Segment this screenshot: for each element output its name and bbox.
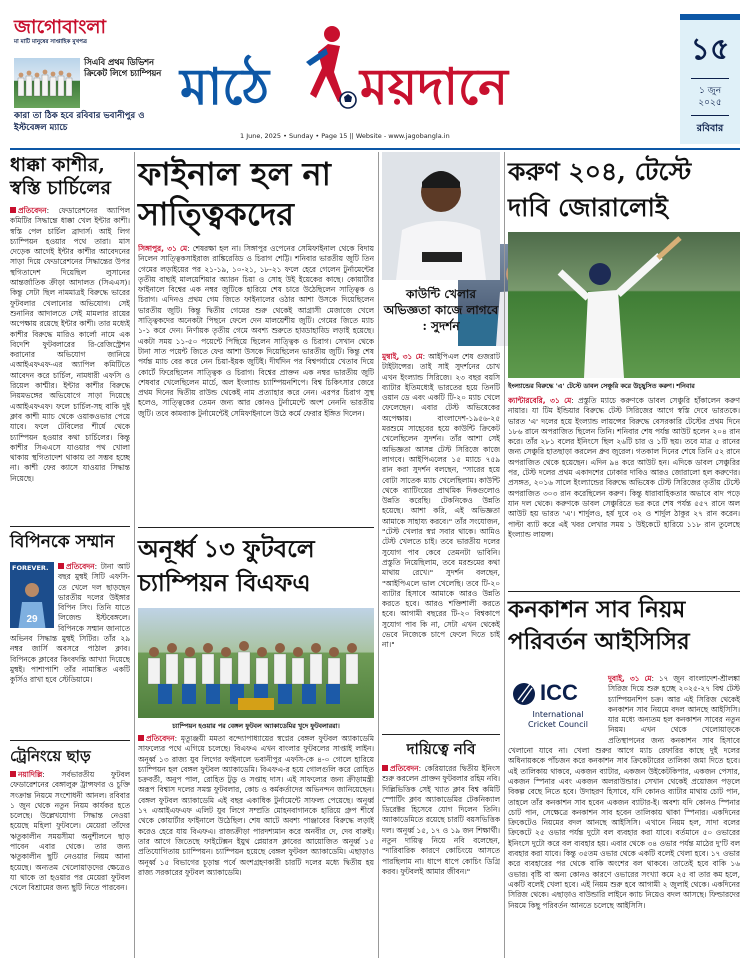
issue-day: রবিবার [696,123,724,134]
training-body: নয়াদিল্লি: সর্বভারতীয় ফুটবল ফেডারেশনের বেঙ্গালুরু ট্রান্সফার ও চুক্তি সংক্রান্ত নিয়মে সংশোধনী আনল। রবিবার ১ জুন থেকে নতুন নিয়ম কার্যকর হতে চলেছে। উল্লেখযোগ্য সিদ্ধান্ত নেওয়া হয়েছে মহিলা ফুটবলে। মেয়েরা তাঁদের ঋতুকালীন সময়সীমা অনুশীলনে ছাড় পাবেন এবার থেকে। তার জন্য ঋতুকালীন ছুটি নেওয়ার নিয়ম আনা হয়েছে। অন্যতম খেলোয়াড়দের ক্ষেত্রেও যা থাকে তা হওয়ার পর মেয়েরা ফুটবল খেলে বিশ্রামের জন্য ছুটি নিতে পারবেন। [10,770,130,893]
bfa-caption: চ্যাম্পিয়ন হওয়ার পর বেঙ্গল ফুটবল অ্যাকাডেমির খুদে ফুটবলাররা। [172,722,340,730]
promo-text: সিএবি প্রথম ডিভিশন ক্রিকেট লিগে চ্যাম্পিয়ন [84,57,162,78]
icc-headline: কনকাশন সাব নিয়ম পরিবর্তন আইসিসির [508,596,690,655]
page-number: ১৫ [690,32,730,67]
satwik-headline: ফাইনাল হল না সাত্ত্বিকদের [138,155,331,233]
masthead [0,0,750,150]
brand-tagline: মা মাটি মানুষের সাপ্তাহিক মুখপত্র [14,39,88,45]
satwik-body: সিঙ্গাপুর, ৩১ মে: শেষরক্ষা হল না। সিঙ্গাপুর ওপেনের সেমিফাইনাল থেকে বিদায় নিলেন সাত্ত্বিকসাইরাজ রাঙ্কিরেড্ডি ও চিরাগ শেট্টি। শনিবার ভারতীয় জুটি তিন গেমের লড়াইয়ের পর ২১-১৯, ১০-২১, ১৮-২১ ফলে হেরে গেলেন টুর্নামেন্টের তৃতীয় বাছাই মালয়েশিয়ার অ্যারন চিয়া ও সোহ উই ইয়েকের কাছে। কোয়ার্টার ফাইনালে বিশ্বের এক নম্বর জুটিকে হারিয়ে শেষ চারে উঠেছিলেন সাত্ত্বিক ও চিরাগ। এদিনও প্রথম গেম জিতে ফাইনালের ওঠার আশা উসকে দিয়েছিলেন ভারতীয় জুটি। কিন্তু দ্বিতীয় গেমের শুরু থেকেই আগ্রাসী মেজাজে খেলে সাত্ত্বিকদের অনেকটা পিছনে ফেলে দেন মালয়েশীয় জুটি। গেমের জিতে ম্যাচ ১-১ করে দেন। নির্ণায়ক তৃতীয় গেমে অবশ্য শুরুতে হাড্ডাহাড্ডি লড়াই হয়েছে। একটা সময় ১১-৫০ পয়েন্টে পিছিয়ে ছিলেন সাত্ত্বিক ও চিরাগ। সেখান থেকে টানা সাত পয়েন্ট জিতে ফের আশা উসকে দিয়েছিলেন ভারতীয় জুটি। কিন্তু শেষ পর্যন্ত ম্যাচ বের করে নেন চিয়া-ইয়ক জুটিই। দীর্ঘদিন পর বিশ্বপর্যায়ে খেতাব দিয়ে কোর্টে ফিরেছিলেন সাত্ত্বিক ও চিরাগ। বিশ্বের প্রাক্তন এক নম্বর ভারতীয় জুটি শেষবার খেলেছিলেন মার্চে, অল ইংল্যান্ড চ্যাম্পিয়নশিপে। বিশ্ব চিকিৎসার জেরে প্রথম দিনের দ্বিতীয় রাউন্ড থেকেই নাম প্রত্যাহার করে নেন। এরপর চিরাগ সুস্থ হলেও, সাত্ত্বিকের তেমন জন্য আর কোনও টুর্নামেন্টে অংশ নেননি ভারতীয় জুটি। তবে কামব্যাক টুর্নামেন্টেই সেমিফাইনালে উঠে কর্মে ফেরার ইঙ্গিত দিলেন। [138,244,374,418]
bipin-photo-text: FOREVER. [12,564,49,572]
kashi-headline: ধাক্কা কাশীর, স্বস্তি চার্চিলের [10,154,111,199]
training-story [10,744,130,956]
cricket-team-photo [14,58,80,108]
teaser-text: কারা তা ঠিক হবে রবিবার ভবানীপুর ও ইস্টবেঙ্গল ম্যাচে [14,111,145,133]
karun-story [508,152,740,588]
svg-text:29: 29 [26,614,38,625]
bfa-team-photo [138,608,374,718]
nabi-body: প্রতিবেদন: কেরিয়ারের দ্বিতীয় ইনিংস শুরু করলেন প্রাক্তন ফুটবলার রহিম নবি। দিল্লিভিত্তিক সেই খ্যাত ক্লাব বিশ্ব কমিটি স্পোর্টিং ক্লাব অ্যাকাডেমির টেকনিক্যাল ডিরেক্টর হিসেবে যোগ দিলেন তিনি। অ্যাকাডেমিতে রয়েছে চারটি বয়সভিত্তিক দল। অনূর্ধ্ব ১৫, ১৭ ও ১৯ জন শিক্ষার্থী। নতুন দায়িত্ব নিয়ে নবি বলেছেন, "দারিবারিক কারণে কোচিংয়ে আসতে পারছিলাম না। ধাপে ধাপে কোচিং ডিগ্রি করব। ফুটবলই আমার জীবন।" [382,764,500,876]
bipin-story [10,530,130,730]
training-headline: ট্রেনিংয়ে ছাড় [10,747,91,765]
bipin-body: প্রতিবেদন: টানা আট বছর মুম্বই সিটি এফসি-তে খেলে দল ছাড়ছেন ভারতীয় দলের উইঙ্গার বিপিন সিং। তিনি যাতে লিজেন্ড ইস্টবেঙ্গলে। বিপিনকে সম্মান জানাতে অভিনব সিদ্ধান্ত মুম্বই সিটির। তাঁর ২৯ নম্বর জার্সি অবসরে পাঠাল ক্লাব। বিপিনকে ক্লাবের কিংবদন্তি আখ্যা দিয়েছে মুম্বই। পাশাপাশি তাঁর নামাঙ্কিত একটি কুর্সিও রাখা হবে স্টেডিয়ামে। [10,562,130,685]
icc-logo-sub1: International [532,710,584,719]
icc-story [508,594,740,958]
karun-photo [508,232,740,378]
bfa-headline: অনূর্ধ্ব ১৩ ফুটবলে চ্যাম্পিয়ন বিএফএ [138,534,315,597]
icc-logo-sub2: Cricket Council [528,720,588,729]
football-team-figures [138,608,374,718]
sudarshan-body: মুম্বাই, ৩১ মে: আইপিএল শেষ গুজরাট টাইটান্সের। তাই সাই সুদর্শনের চোখ এখন ইংল্যান্ড সিরিজে। ২৩ বছর বয়সি ব্যাটার ইতিমধ্যেই ভারতের হয়ে তিনটি ওয়ান ডে এবং একটি টি-২০ ম্যাচ খেলে ফেলেছেন। এবার টেস্ট অভিষেকের অপেক্ষায়। বাংলাদেশ-১৯৫৬-২৫ মরশুমে সাহেবের হয়ে কাউন্টি ক্রিকেট খেলেছিলেন সুদর্শন। তাঁর আশা সেই অভিজ্ঞতা আসন্ন টেস্ট সিরিজে কাজে লাগবে। আইপিএলের ১৫ ম্যাচে ৭৫৯ রান করা সুদর্শন বলছেন, "সারের হয়ে বোটা সাতেক ম্যাচ খেলেছিলাম। কাউন্টি থেকে ব্যাটিংয়ের প্রাথমিক দিকগুলোও উন্নতি করেছি। টেকনিকেও উন্নতি হয়েছে। আশা করি, এই অভিজ্ঞতা আমাকে সাহায্য করবে।" তাঁর সংযোজন, "টেস্ট খেলার স্বপ্ন সবার থাকে। আমিও টেস্ট খেলতে চাই। তবে ভারতীয় দলের সুযোগ পাব কেবে তেমনটা ভাবিনি। প্রস্তুতি নিয়েছিলাম, তবে মরশুমের কথা মাথায় রেখে।" সুদর্শন বলছেন, "আইপিএলে ভাল খেলেছি। তবে টি-২০ ব্যাটার হিসাবে আমাকে আরও উন্নতি করতে হবে। আরও শক্তিশালী করতে হবে। আগামী বছরের টি-২০ বিশ্বকাপে সুযোগ পাব কি না, সেটা এখন থেকেই ভেবে নিজেকে চাপে ফেলে দিতে চাই না।" [382,352,500,650]
icc-logo-text: ICC [540,680,578,705]
kashi-body: প্রতিবেদন: ফেডারেশনের অ্যাপিল কমিটির সিদ্ধান্তে ধাক্কা খেল ইন্টার কাশী। স্বস্তি পেল চার্চিল ব্রাদার্স। আই লিগ চ্যাম্পিয়ন হওয়ার পথে তারা। মাস দেড়েক আগেই ইন্টার কাশীর আবেদনের সাড়া দিয়ে ফেডারেশনের সিদ্ধান্তের উপর স্থগিতাদেশ দিয়েছিল লুসানের আন্তর্জাতিক ক্রীড়া আদালত (সিএএস)। কিন্তু সেটা ছিল নামমাত্রই বিরুদ্ধে ভারের ফুটবলার খেলানোর অভিযোগ। সেই শুনানির আদালতে সেই মামলার রায়ের অপেক্ষায় রয়েছে ইন্টার কাশী। তার মধ্যেই কাশীর বিরুদ্ধে মারিও কার্লো নামে এক বিদেশি ফুটবলারের রি-রেজিস্ট্রেশন করানোর অভিযোগ জানিয়ে এআইএফএফ-এর অ্যাপিল কমিটিতে আবেদন করে চার্চিল, নামধারী এফসি ও রিয়েল কাশ্মীর। ইন্টার কাশীর বিরুদ্ধে নিয়মভঙ্গের অভিযোগে সাড়া দিয়েছে এআইএফএফ। ফলে চার্চিল-সহ বাকি দুই ক্লাব কাশী ম্যাচ থেকে ওয়াকওভার পেয়ে যাবে। ফলে টেবিলের শীর্ষে থেকে চ্যাম্পিয়ন হওয়ার কথা চার্চিলের। কিন্তু কাশীর সিএএসে যাওয়ার পথ খোলা থাকায় স্থগিতাদেশ থাকায় তা সম্ভব হচ্ছে না। কাশী ফের ক্যাসে যাওয়ার সিদ্ধান্ত নিয়েছে। [10,206,130,483]
karun-body: ক্যান্টারবেরি, ৩১ মে: প্রস্তুতি ম্যাচে করুণকে ডাবল সেঞ্চুরি হাঁকালেন করুণ নায়ার। যা টিম ইন্ডিয়ার বিরুদ্ধে টেস্ট সিরিজের আগে স্বস্তি দেবে ভারতকে। ভারত 'এ' দলের হয়ে ইংল্যান্ড লায়ন্সের বিরুদ্ধে বেসরকারি টেস্টের প্রথম দিনে ১৮৬ রানে অপরাজিত ছিলেন তিনি। শনিবার শেষ পর্যন্ত আউট হলেন ২০৪ রান করে। তাঁর ২৮১ বলের ইনিংসে ছিল ২৬টি চার ও ১টি ছয়। তবে মাত্র ৫ রানের জন্য সেঞ্চুরি হাতছাড়া করলেন ধ্রুব জুরেল। গতকাল দিনের শেষে তিনি ৫২ রানে অপরাজিত থেকে হয়েছেন। এদিন ৯৪ করে আউট হন। এদিকে ডাবল সেঞ্চুরির পর, টেস্ট দলের প্রথম একাদশের ঢোকার দাবিও আরও জোরালো হল করুণের। প্রসঙ্গত, ২০১৬ সালে ইংল্যান্ডের বিরুদ্ধে অভিষেক টেস্ট সিরিজের তৃতীয় টেস্টে অপরাজিত ৩০৩ রান করেছিলেন করুণ। কিন্তু ধারাবাহিকতার অভাবে বাদ পড়ে যান দল থেকে। করুণকে ডাবল সেঞ্চুরিতে ভর করে শেষ পর্যন্ত ৫৫৭ রানে অল আউট হয় ভারত 'এ'। শার্দুলও, হর্ষ দুবে ৩২ ও শার্দুল ঠাকুর ২৭ রান করেন। পাল্টা ব্যাট করে এই খবর লেখার সময় ১ উইকেটে হারিয়ে ১১৮ রান তুলেছে ইংল্যান্ড লায়ন্স। [508,396,740,539]
issue-date: ১ জুন ২০২৫ [698,86,722,108]
bfa-story [138,532,374,958]
page-title-right: ময়দানে [360,58,508,116]
footballer-logo-icon [296,22,360,114]
page-number-box [680,14,740,144]
kashi-story [10,152,130,524]
dateline: 1 June, 2025 • Sunday • Page 15 || Website - www.jagobangla.in [240,132,450,140]
team-figures [14,58,80,108]
bipin-headline: বিপিনকে সম্মান [10,532,115,552]
sudarshan-headline: কাউন্টি খেলার অভিজ্ঞতা কাজে লাগবে : সুদর্শন [383,287,499,333]
icc-body: দুবাই, ৩১ মে: ১৭ জুন বাংলাদেশ-শ্রীলঙ্কা সিরিজ দিয়ে শুরু হচ্ছে ২০২৫-২৭ বিশ্ব টেস্ট চ্যাম্পিয়নশিপ চক্র। আর এই সিরিজ থেকেই কনকাশন সাব নিয়মে বদল আনছে আইসিসি। যার মধ্যে অন্যতম হল কনকাশন সাবের নতুন নিয়ম। এখন থেকে খেলোয়াড়কে প্রতিস্থাপনের জন্য কনকাশন সাব হিসাবে খেলানো যাবে না। খেলা শুরুর আগে ম্যাচ রেফারির কাছে দুই দলের অধিনায়ককে পাঁচজন করে কনকাশন সাব ক্রিকেটারের তালিকা জমা দিতে হবে। এই তালিকায় থাকবে, একজন ব্যাটার, একজন উইকেটকিপার, একজন পেসার, একজন স্পিনার এবং একজন অলরাউন্ডার। সেখান থেকেই প্রয়োজন পড়লে বিকল্প বেছে নিতে হবে। উদাহরণ হিসাবে, যদি কোনও ব্যাটার মাথায় চোট পান, তাহলে তাঁর কনকাশন সাব হবেন একজন ব্যাটার-ই। অবশ্য যদি কোনও স্পিনার চোট পান, সেক্ষেত্রে কনকাশন সাব হবেন তালিকায় থাকা স্পিনার। একদিনের ক্রিকেটেও নিয়মের বদল আনছে আইসিসি। এখানে নিয়ম হল, সাদা বলের ক্রিকেটে ২৫ ওভার পর্যন্ত দুটো বল ব্যবহার করা যাবে। বর্তমানে ৫০ ওভারের ইনিংসে দুটো করে বল ব্যবহার হয়। এবার থেকে ৩৪ ওভার পর্যন্ত মাঠের দু'টি বল ব্যবহার করা যাবে। কিন্তু ৩৫তম ওভার থেকে একটি বলেই খেলা হবে। ১৭ ওভার করে ব্যবহারের পর থেকে বাকি অংশের বল থাকবে। তাতেই হবে বাকি ১৬ ওভার। বৃষ্টি বা অন্য কোনও কারণে ওভারের সংখ্যা কমে ২৫ বা তার কম হলে, একটি বলেই খেলা হবে। এই নিয়ম শুরু হবে আগামী ২ জুলাই থেকে। একদিনের সিরিজ থেকে। এছাড়াও বাউন্ডারি লাইনে ক্যাচ নিয়েও বদল আসছে। ফিল্ডারদের নিয়মে কিছু পরিবর্তন আনতে চলেছে আইসিসি। [508,674,740,910]
batsman-figure [508,232,740,378]
karun-headline: করুণ ২০৪, টেস্টে দাবি জোরালোই [508,157,692,222]
page-title-left: মাঠে [180,58,270,116]
nabi-headline: দায়িত্বে নবি [406,740,476,758]
karun-caption: ইংল্যান্ডের বিরুদ্ধে 'এ' টেস্টে ডাবল সেঞ্চুরি করে উচ্ছ্বসিত করুণ। শনিবার [508,382,695,390]
nabi-story [382,738,500,958]
sudarshan-story [382,152,500,730]
brand-name: জাগোবাংলা [14,16,107,38]
cricketer-portrait [382,152,500,280]
brand-logo [14,16,159,47]
sudarshan-photo [382,152,500,280]
bfa-body: প্রতিবেদন: মৃত্যুঞ্জয়ী মমতা বন্দ্যোপাধ্যায়ের স্বপ্নের বেঙ্গল ফুটবল অ্যাকাডেমি সাফল্যের পথে এগিয়ে চলেছে। বিএফএ এখন বাংলার ফুটবলের সাপ্তাই লাইন। অনূর্ধ্ব ১৩ রাজ্য যুব লিগের ফাইনালে ভবানীপুর এফসি-কে ৪-০ গোলে হারিয়ে চ্যাম্পিয়ন হল বেঙ্গল ফুটবল অ্যাকাডেমি। বিএফএ-র হয়ে গোলগুলি করে রোহিত চক্রবর্তী, অনুপ পাল, রোহিত টুডু ও সপ্তাহ দাস। এই সাফল্যের জন্য ক্রীড়ামন্ত্রী অরূপ বিশ্বাস দলের সমস্ত ফুটবলার, কোচ ও কর্মকর্তাদের অভিনন্দন জানিয়েছেন। বেঙ্গল ফুটবল অ্যাকাডেমি এই বছর একাধিক টুর্নামেন্টে সাফল্য পেয়েছে। অনূর্ধ্ব ১৭ এআইএফএফ এলিট যুব লিগে সম্প্রতি মোহনবাগানকে হারিয়ে গ্রুপ শীর্ষে থেকে কোয়ার্টার ফাইনালে উঠেছিল। শেষ আটে অবশ্য পাঞ্জাবের বিরুদ্ধে লড়াই করেও হেরে যায় বিএফএ। রাজ্যক্রীড়া পারদশ্যমান করে অনবীর দে, দেব বারুই। তার আগে জিতেছে ফাইটেক্সন ইয়ুথ প্লেয়ারস ক্লাবের আয়োজিত অনূর্ধ্ব ১৫ প্রতিযোগিতায় চ্যাম্পিয়ন। চ্যাম্পিয়ন হয়েছে বেঙ্গল ফুটবল অ্যাকাডেমি। এছাড়াও অনূর্ধ্ব ১৫ বিভাগের চূড়ান্ত পর্বে অংশগ্রহণকারী চারটি দলের মধ্যে দ্বিতীয় হয় রাজ্য সরকারের ফুটবল অ্যাকাডেমি। [138,734,374,877]
